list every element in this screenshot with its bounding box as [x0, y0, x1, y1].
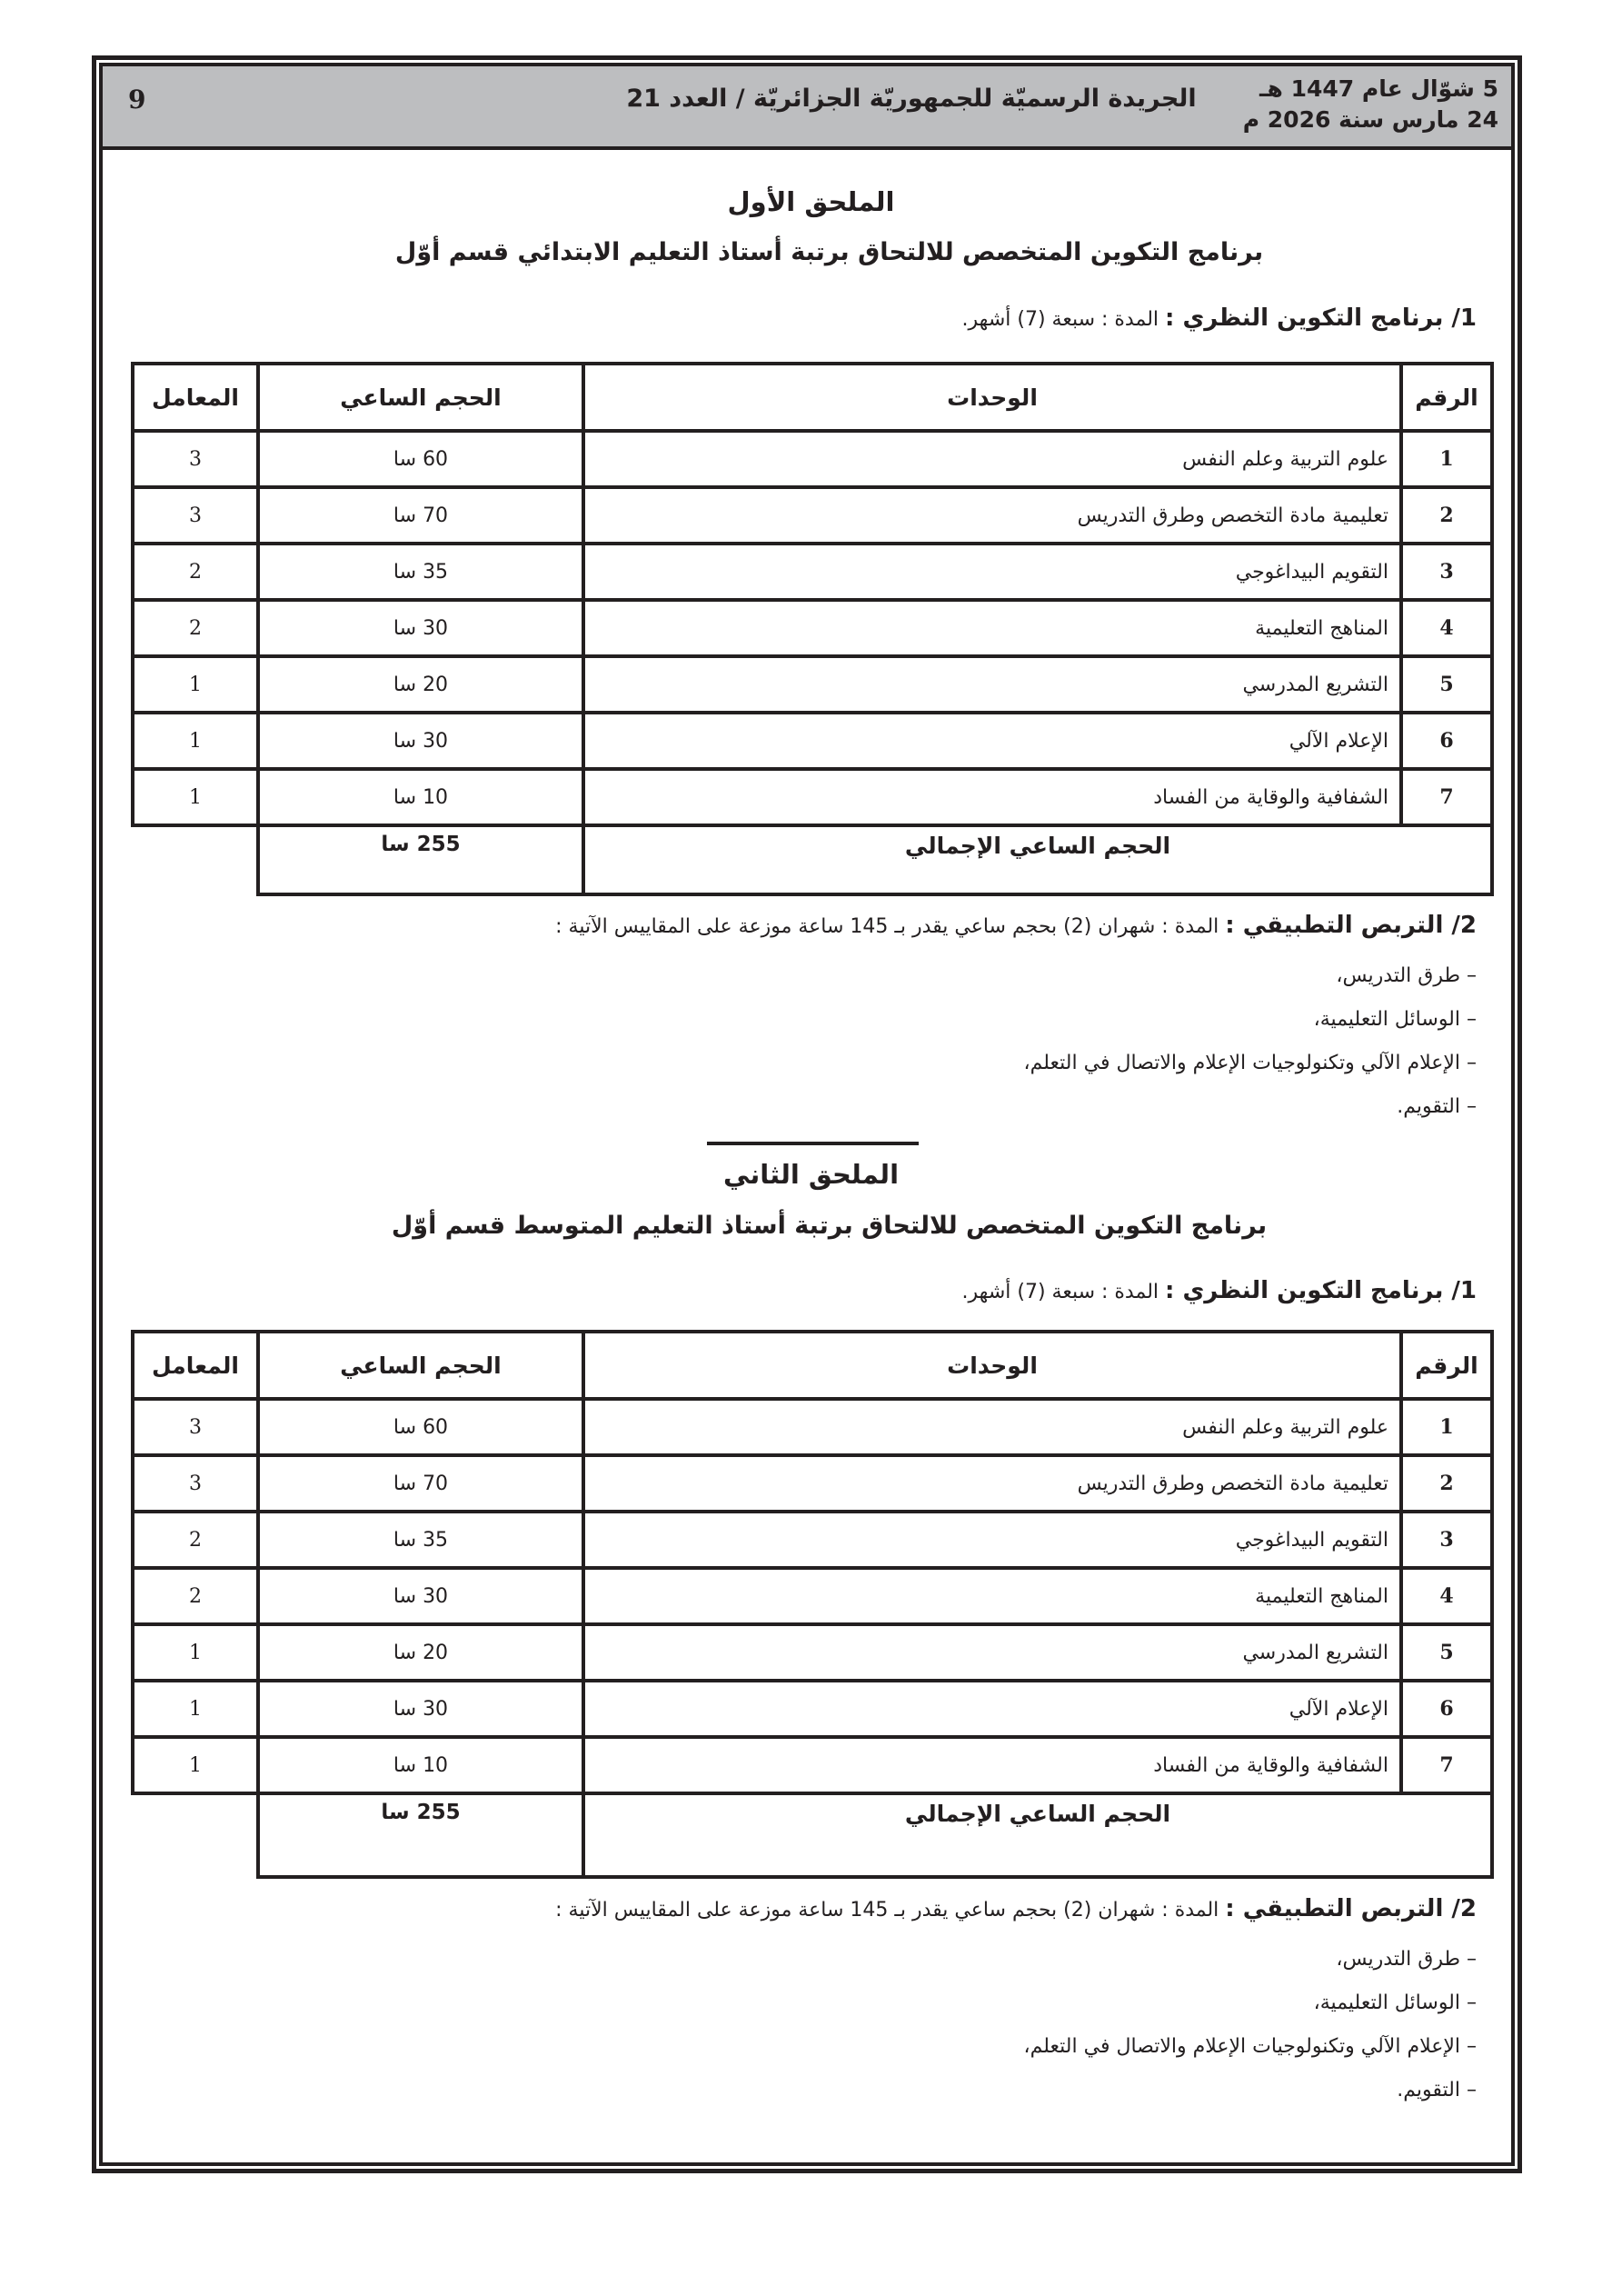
gazette-header [103, 66, 1511, 150]
total-label: الحجم الساعي الإجمالي [583, 1793, 1492, 1877]
row-hours: 20 سا [258, 656, 583, 713]
table-row [133, 1624, 1492, 1681]
row-num: 2 [1401, 487, 1492, 544]
row-coef: 1 [133, 1624, 258, 1681]
total-blank-cell [133, 1793, 258, 1877]
annex-1-title: الملحق الأول [727, 186, 895, 217]
table-row [133, 1737, 1492, 1793]
row-hours: 60 سا [258, 1399, 583, 1455]
row-coef: 2 [133, 1512, 258, 1568]
row-unit: المناهج التعليمية [583, 1568, 1401, 1624]
row-unit: الشفافية والوقاية من الفساد [583, 1737, 1401, 1793]
row-hours: 35 سا [258, 544, 583, 600]
table-header-row [133, 1332, 1492, 1399]
row-num: 6 [1401, 713, 1492, 769]
total-blank-cell [133, 825, 258, 894]
list-item: – الوسائل التعليمية، [1024, 998, 1477, 1042]
row-coef: 1 [133, 769, 258, 825]
list-item: – الوسائل التعليمية، [1024, 1982, 1477, 2025]
row-unit: الإعلام الآلي [583, 713, 1401, 769]
row-coef: 3 [133, 487, 258, 544]
table-row [133, 1455, 1492, 1512]
row-unit: التشريع المدرسي [583, 1624, 1401, 1681]
row-hours: 35 سا [258, 1512, 583, 1568]
table-row [133, 544, 1492, 600]
row-unit: تعليمية مادة التخصص وطرق التدريس [583, 487, 1401, 544]
list-item: – الإعلام الآلي وتكنولوجيات الإعلام والاتصال في التعلم، [1024, 2025, 1477, 2069]
list-item: – طرق التدريس، [1024, 1938, 1477, 1982]
section-divider [707, 1142, 919, 1145]
row-num: 3 [1401, 1512, 1492, 1568]
table-row [133, 1568, 1492, 1624]
row-unit: علوم التربية وعلم النفس [583, 1399, 1401, 1455]
row-coef: 1 [133, 656, 258, 713]
row-hours: 10 سا [258, 1737, 583, 1793]
row-hours: 30 سا [258, 600, 583, 656]
list-item: – التقويم. [1024, 1085, 1477, 1129]
row-unit: تعليمية مادة التخصص وطرق التدريس [583, 1455, 1401, 1512]
row-coef: 1 [133, 1681, 258, 1737]
annex-2-theory-heading [962, 1277, 1477, 1304]
row-hours: 10 سا [258, 769, 583, 825]
row-unit: الشفافية والوقاية من الفساد [583, 769, 1401, 825]
annex-1-units-table [131, 362, 1494, 896]
col-header-coef: المعامل [133, 1332, 258, 1399]
row-num: 4 [1401, 600, 1492, 656]
table-header-row [133, 364, 1492, 431]
row-num: 5 [1401, 1624, 1492, 1681]
row-coef: 3 [133, 1455, 258, 1512]
theory-label: 1/ برنامج التكوين النظري : [1165, 304, 1477, 332]
list-item: – الإعلام الآلي وتكنولوجيات الإعلام والاتصال في التعلم، [1024, 1042, 1477, 1085]
row-num: 4 [1401, 1568, 1492, 1624]
row-num: 7 [1401, 769, 1492, 825]
row-unit: التقويم البيداغوجي [583, 1512, 1401, 1568]
table-row [133, 487, 1492, 544]
annex-2-units-table [131, 1330, 1494, 1879]
practice-label: 2/ التربص التطبيقي : [1225, 1895, 1477, 1922]
col-header-num: الرقم [1401, 364, 1492, 431]
col-header-units: الوحدات [583, 364, 1401, 431]
col-header-hours: الحجم الساعي [258, 1332, 583, 1399]
row-hours: 30 سا [258, 1568, 583, 1624]
practice-label: 2/ التربص التطبيقي : [1225, 912, 1477, 939]
table-row [133, 600, 1492, 656]
table-row [133, 656, 1492, 713]
table-row [133, 1512, 1492, 1568]
row-hours: 70 سا [258, 487, 583, 544]
row-num: 6 [1401, 1681, 1492, 1737]
row-num: 7 [1401, 1737, 1492, 1793]
row-coef: 1 [133, 1737, 258, 1793]
row-unit: الإعلام الآلي [583, 1681, 1401, 1737]
annex-2-title: الملحق الثاني [722, 1159, 900, 1190]
row-coef: 3 [133, 1399, 258, 1455]
theory-duration: المدة : سبعة (7) أشهر. [961, 1281, 1166, 1303]
row-unit: علوم التربية وعلم النفس [583, 431, 1401, 487]
table-row [133, 713, 1492, 769]
row-hours: 30 سا [258, 1681, 583, 1737]
table-row [133, 431, 1492, 487]
row-coef: 2 [133, 600, 258, 656]
table-total-row [133, 825, 1492, 894]
date-gregorian: 24 مارس سنة 2026 م [1242, 106, 1498, 133]
table-row [133, 1681, 1492, 1737]
date-hijri: 5 شوّال عام 1447 هـ [1259, 75, 1498, 102]
row-num: 2 [1401, 1455, 1492, 1512]
row-num: 5 [1401, 656, 1492, 713]
col-header-hours: الحجم الساعي [258, 364, 583, 431]
list-item: – التقويم. [1024, 2069, 1477, 2112]
annex-2-practice-list [1024, 1938, 1477, 2112]
table-total-row [133, 1793, 1492, 1877]
gazette-title: الجريدة الرسميّة للجمهوريّة الجزائريّة / العدد 21 [626, 85, 1197, 113]
annex-1-practice-list [1024, 954, 1477, 1129]
row-hours: 20 سا [258, 1624, 583, 1681]
annex-1-practice-heading [555, 912, 1477, 939]
row-unit: المناهج التعليمية [583, 600, 1401, 656]
annex-2-subtitle: برنامج التكوين المتخصص للالتحاق برتبة أستاذ التعليم المتوسط قسم أوّل [391, 1212, 1268, 1240]
total-value: 255 سا [258, 825, 583, 894]
annex-2-practice-heading [555, 1895, 1477, 1922]
annex-1-theory-heading [962, 304, 1477, 332]
annex-1-subtitle: برنامج التكوين المتخصص للالتحاق برتبة أستاذ التعليم الابتدائي قسم أوّل [394, 238, 1264, 266]
table-row [133, 769, 1492, 825]
practice-text: المدة : شهران (2) بحجم ساعي يقدر بـ 145 ساعة موزعة على المقاييس الآتية : [555, 1899, 1226, 1922]
row-num: 3 [1401, 544, 1492, 600]
row-num: 1 [1401, 1399, 1492, 1455]
row-hours: 60 سا [258, 431, 583, 487]
total-value: 255 سا [258, 1793, 583, 1877]
row-coef: 2 [133, 1568, 258, 1624]
table-row [133, 1399, 1492, 1455]
page-number: 9 [128, 85, 146, 115]
row-num: 1 [1401, 431, 1492, 487]
row-unit: التقويم البيداغوجي [583, 544, 1401, 600]
row-coef: 1 [133, 713, 258, 769]
row-hours: 30 سا [258, 713, 583, 769]
list-item: – طرق التدريس، [1024, 954, 1477, 998]
total-label: الحجم الساعي الإجمالي [583, 825, 1492, 894]
theory-label: 1/ برنامج التكوين النظري : [1165, 1277, 1477, 1304]
row-unit: التشريع المدرسي [583, 656, 1401, 713]
theory-duration: المدة : سبعة (7) أشهر. [961, 308, 1166, 331]
row-hours: 70 سا [258, 1455, 583, 1512]
col-header-coef: المعامل [133, 364, 258, 431]
practice-text: المدة : شهران (2) بحجم ساعي يقدر بـ 145 ساعة موزعة على المقاييس الآتية : [555, 915, 1226, 938]
col-header-units: الوحدات [583, 1332, 1401, 1399]
row-coef: 3 [133, 431, 258, 487]
col-header-num: الرقم [1401, 1332, 1492, 1399]
row-coef: 2 [133, 544, 258, 600]
